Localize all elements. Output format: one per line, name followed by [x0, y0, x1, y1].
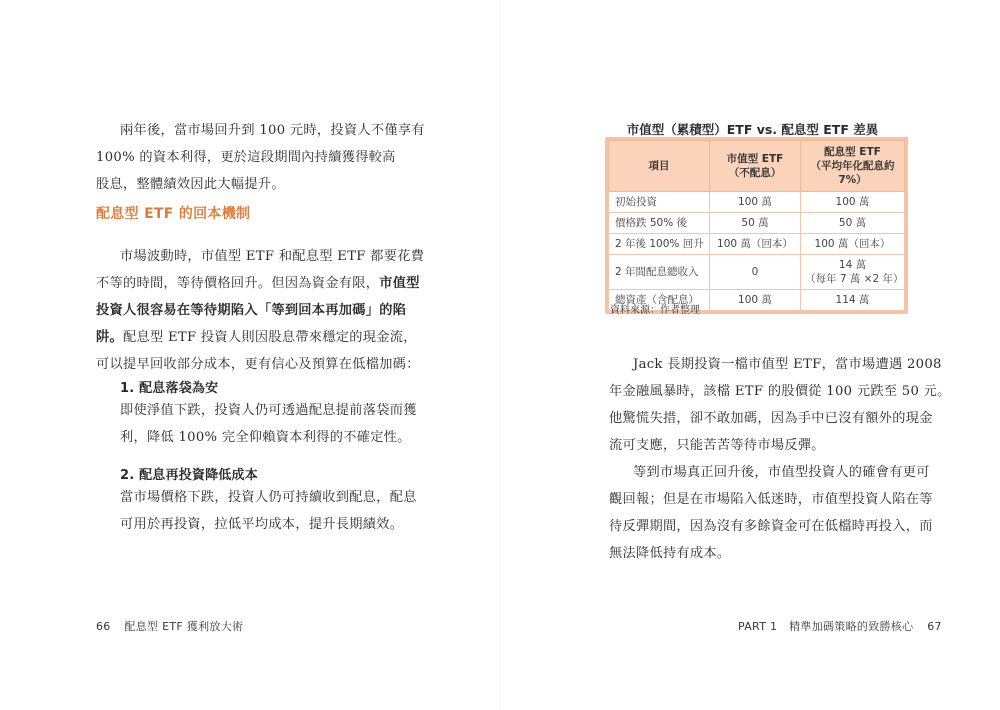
section-line-1: 市場波動時，市值型 ETF 和配息型 ETF 都要花費 — [120, 249, 425, 264]
para1-line-1: Jack 長期投資一檔市值型 ETF，當市場遭遇 2008 — [633, 357, 942, 372]
row-dividend-value: 100 萬 — [801, 192, 905, 213]
part-label: PART 1 — [738, 620, 778, 633]
row-dividend-value: 50 萬 — [801, 213, 905, 234]
header-dividend-etf-line2: （平均年化配息約 7%） — [810, 160, 895, 186]
row-dividend-value — [801, 255, 905, 290]
row-dividend-amount: 14 萬 — [838, 259, 867, 271]
left-page-number: 66 — [96, 620, 111, 633]
section-line-2 — [96, 270, 420, 298]
header-market-etf — [710, 141, 801, 192]
para2-line-2: 觀回報；但是在市場陷入低迷時，市值型投資人陷在等 — [609, 492, 933, 507]
para1-line-4: 流可支應，只能苦苦等待市場反彈。 — [609, 438, 825, 453]
book-title: 配息型 ETF 獲利放大術 — [124, 620, 244, 633]
intro-line-3: 股息，整體績效因此大幅提升。 — [96, 177, 285, 192]
section-line-2-regular: 不等的時間，等待價格回升。但因為資金有限， — [96, 276, 380, 291]
row-label: 初始投資 — [609, 192, 710, 213]
chapter-title: 精準加碼策略的致勝核心 — [789, 620, 914, 633]
header-item: 項目 — [609, 141, 710, 192]
intro-line-2: 100% 的資本利得，更於這段期間內持續獲得較高 — [96, 150, 396, 165]
point2-heading: 2. 配息再投資降低成本 — [120, 468, 258, 483]
row-market-value: 100 萬（回本） — [710, 234, 801, 255]
para2-line-4: 無法降低持有成本。 — [609, 546, 731, 561]
table-row — [609, 234, 905, 255]
para2-line-3: 待反彈期間，因為沒有多餘資金可在低檔時再投入，而 — [609, 519, 933, 534]
header-dividend-etf-line1: 配息型 ETF — [824, 146, 881, 158]
point2-line-2: 可用於再投資，拉低平均成本，提升長期績效。 — [120, 517, 404, 532]
para2-line-1: 等到市場真正回升後，市值型投資人的確會有更可 — [633, 465, 930, 480]
right-page-number: 67 — [927, 620, 942, 633]
header-market-etf-line1: 市值型 ETF — [726, 153, 784, 165]
section-line-5: 可以提早回收部分成本，更有信心及預算在低檔加碼： — [96, 357, 420, 372]
point1-line-2: 利，降低 100% 完全仰賴資本利得的不確定性。 — [120, 430, 411, 445]
row-label: 總資產（含配息） — [609, 290, 710, 311]
header-dividend-etf — [801, 141, 905, 192]
right-footer — [738, 618, 942, 634]
row-label: 價格跌 50% 後 — [609, 213, 710, 234]
row-market-value: 100 萬 — [710, 290, 801, 311]
left-footer — [96, 618, 243, 634]
point1-heading: 1. 配息落袋為安 — [120, 381, 219, 396]
section-line-2-bold: 市值型 — [379, 276, 420, 291]
comparison-table — [608, 140, 905, 311]
row-dividend-value: 114 萬 — [801, 290, 905, 311]
table-header-row — [609, 141, 905, 192]
row-dividend-value: 100 萬（回本） — [801, 234, 905, 255]
table-title: 市值型（累積型）ETF vs. 配息型 ETF 差異 — [626, 122, 879, 137]
section-line-4-bold: 阱。 — [96, 330, 123, 345]
row-market-value: 100 萬 — [710, 192, 801, 213]
section-heading: 配息型 ETF 的回本機制 — [96, 206, 251, 222]
table-row — [609, 213, 905, 234]
row-dividend-note: （每年 7 萬 ×2 年） — [805, 273, 904, 285]
row-label: 2 年間配息總收入 — [609, 255, 710, 290]
para1-line-2: 年金融風暴時，該檔 ETF 的股價從 100 元跌至 50 元。 — [609, 384, 951, 399]
point1-line-1: 即使淨值下跌，投資人仍可透過配息提前落袋而獲 — [120, 403, 417, 418]
section-line-4 — [96, 324, 417, 352]
table-row — [609, 255, 905, 290]
table-source: 資料來源：作者整理 — [610, 305, 700, 316]
section-line-4-regular: 配息型 ETF 投資人則因股息帶來穩定的現金流， — [122, 330, 417, 345]
row-market-value: 50 萬 — [710, 213, 801, 234]
section-line-3: 投資人很容易在等待期陷入「等到回本再加碼」的陷 — [96, 303, 407, 318]
header-market-etf-line2: （不配息） — [728, 167, 782, 179]
para1-line-3: 他驚慌失措，卻不敢加碼，因為手中已沒有額外的現金 — [609, 411, 933, 426]
table-row — [609, 192, 905, 213]
page-gutter — [499, 0, 501, 710]
row-label: 2 年後 100% 回升 — [609, 234, 710, 255]
intro-line-1: 兩年後，當市場回升到 100 元時，投資人不僅享有 — [120, 123, 425, 138]
point2-line-1: 當市場價格下跌，投資人仍可持續收到配息，配息 — [120, 490, 417, 505]
row-market-value: 0 — [710, 255, 801, 290]
